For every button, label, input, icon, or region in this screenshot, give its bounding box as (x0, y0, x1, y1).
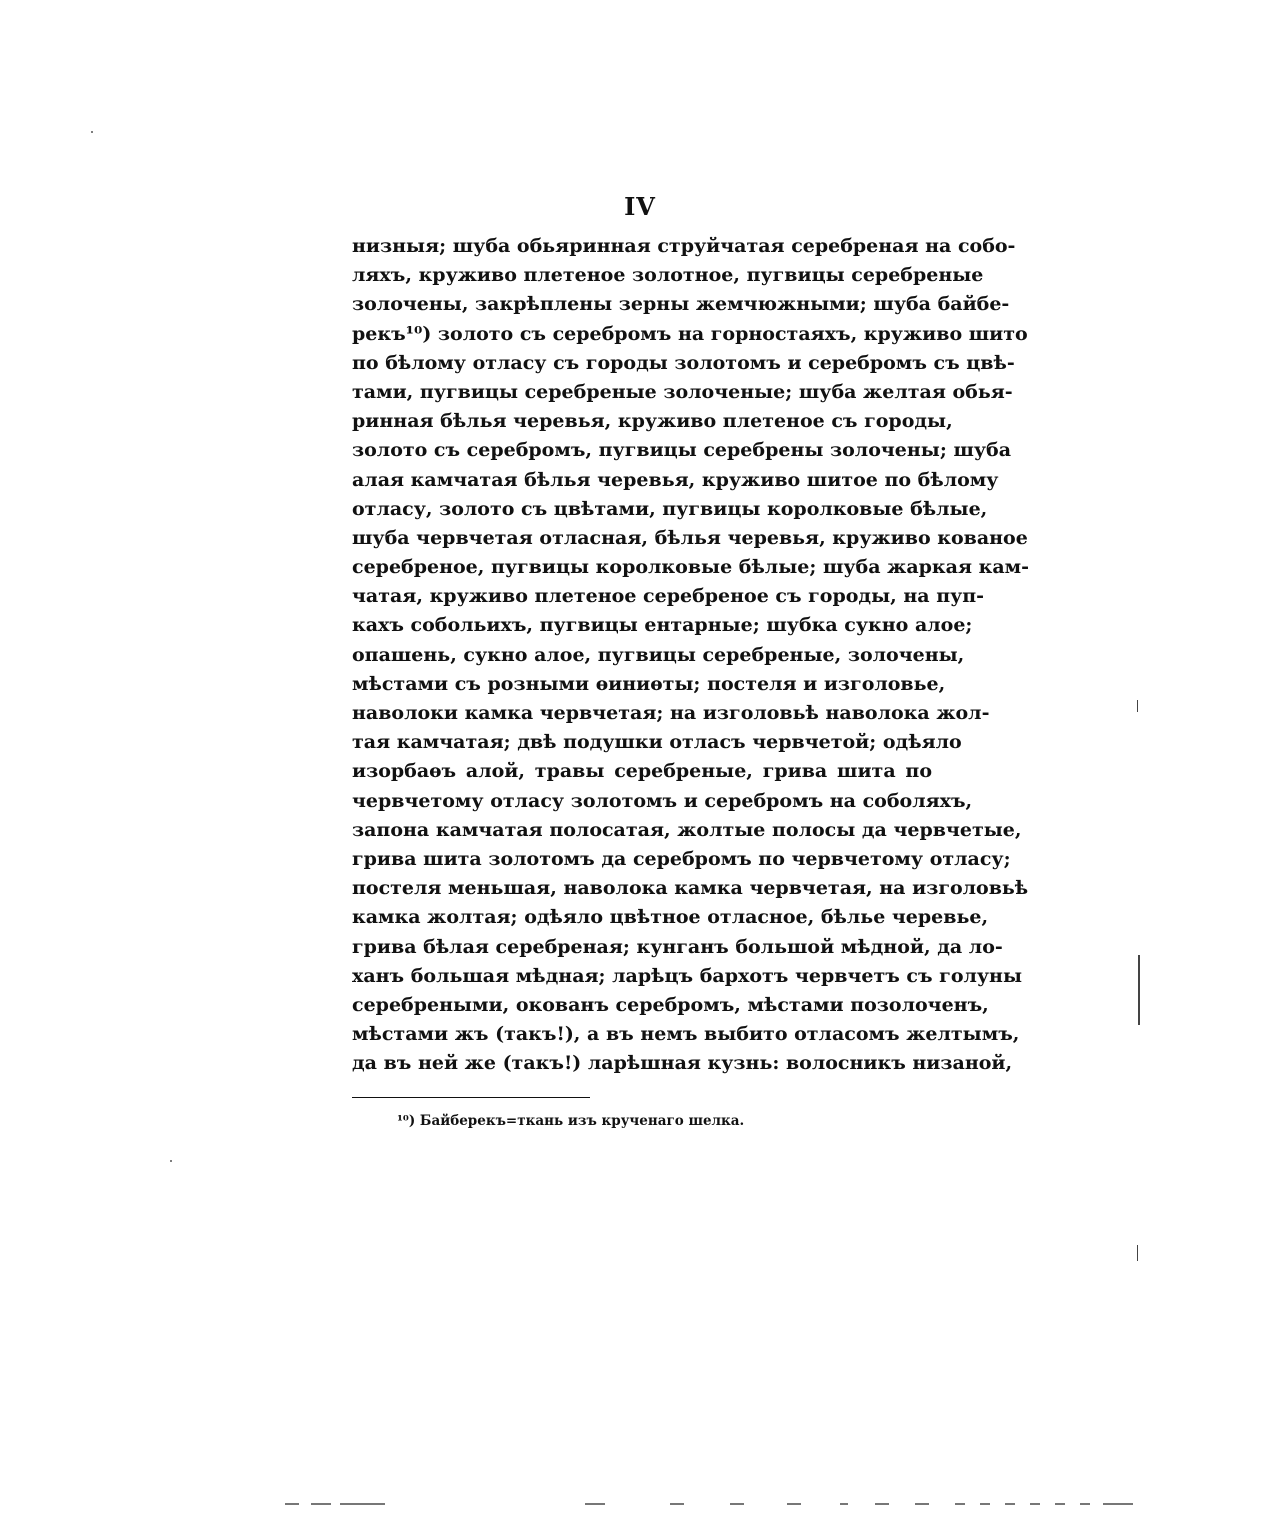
scan-edge-mark (1137, 1245, 1138, 1261)
text-line: да въ ней же (такъ!) ларѣшная кузнь: волосникъ низаной, (352, 1052, 1013, 1075)
text-line: запона камчатая полосатая, жолтые полосы да червчетые, (352, 818, 1022, 841)
text-line: серебреными, окованъ серебромъ, мѣстами позолоченъ, (352, 993, 989, 1016)
footnote-rule (352, 1097, 590, 1098)
scan-speck (170, 1160, 172, 1162)
text-line: алая камчатая бѣлья черевья, круживо шитое по бѣлому (352, 468, 999, 491)
text-line: грива бѣлая серебреная; кунганъ большой мѣдной, да ло- (352, 935, 1003, 958)
scan-edge-mark (1138, 955, 1140, 1025)
text-line: золочены, закрѣплены зерны жемчюжными; шуба байбе- (352, 293, 1010, 316)
text-line: серебреное, пугвицы королковые бѣлые; шуба жаркая кам- (352, 556, 1030, 579)
body-text (352, 232, 1030, 1078)
footnote: ¹⁰) Байберекъ=ткань изъ крученаго шелка. (397, 1113, 745, 1129)
text-line: тая камчатая; двѣ подушки отласъ червчетой; одѣяло (352, 731, 962, 754)
text-line: наволоки камка червчетая; на изголовьѣ наволока жол- (352, 702, 990, 724)
text-line: ханъ большая мѣдная; ларѣцъ бархотъ червчетъ съ голуны (352, 964, 1023, 987)
scan-edge-mark (1137, 700, 1138, 712)
text-line: тами, пугвицы серебреные золоченые; шуба желтая обья- (352, 380, 1013, 403)
text-line: мѣстами съ розными ѳиниѳты; постеля и изголовье, (352, 672, 946, 695)
text-line: кахъ собольихъ, пугвицы ентарные; шубка сукно алое; (352, 614, 973, 637)
page-number: IV (624, 192, 656, 221)
text-line: шуба червчетая отласная, бѣлья черевья, круживо кованое (352, 526, 1028, 549)
text-line: отласу, золото съ цвѣтами, пугвицы королковые бѣлые, (352, 497, 988, 520)
text-line: золото съ серебромъ, пугвицы серебрены золочены; шуба (352, 439, 1012, 462)
text-line: грива шита золотомъ да серебромъ по червчетому отласу; (352, 847, 1011, 870)
text-line: опашень, сукно алое, пугвицы серебреные, золочены, (352, 643, 965, 666)
scan-bottom-dashes (285, 1503, 1140, 1507)
text-line: постеля меньшая, наволока камка червчетая, на изголовьѣ (352, 877, 1029, 900)
text-line: рекъ¹⁰) золото съ серебромъ на горностаяхъ, круживо шито (352, 322, 1028, 345)
text-line: изорбаѳъ алой, травы серебреные, грива шита по (352, 760, 932, 783)
text-line: ринная бѣлья черевья, круживо плетеное съ городы, (352, 410, 953, 433)
scan-speck (91, 131, 93, 133)
text-line: камка жолтая; одѣяло цвѣтное отласное, бѣлье черевье, (352, 906, 989, 929)
text-line: низныя; шуба обьяринная струйчатая серебреная на собо- (352, 235, 1016, 257)
text-line: червчетому отласу золотомъ и серебромъ на соболяхъ, (352, 789, 973, 812)
text-line: мѣстами жъ (такъ!), а въ немъ выбито отласомъ желтымъ, (352, 1023, 1020, 1046)
text-line: чатая, круживо плетеное серебреное съ городы, на пуп- (352, 585, 985, 608)
text-line: ляхъ, круживо плетеное золотное, пугвицы серебреные (352, 264, 984, 287)
text-line: по бѣлому отласу съ городы золотомъ и серебромъ съ цвѣ- (352, 351, 1015, 374)
